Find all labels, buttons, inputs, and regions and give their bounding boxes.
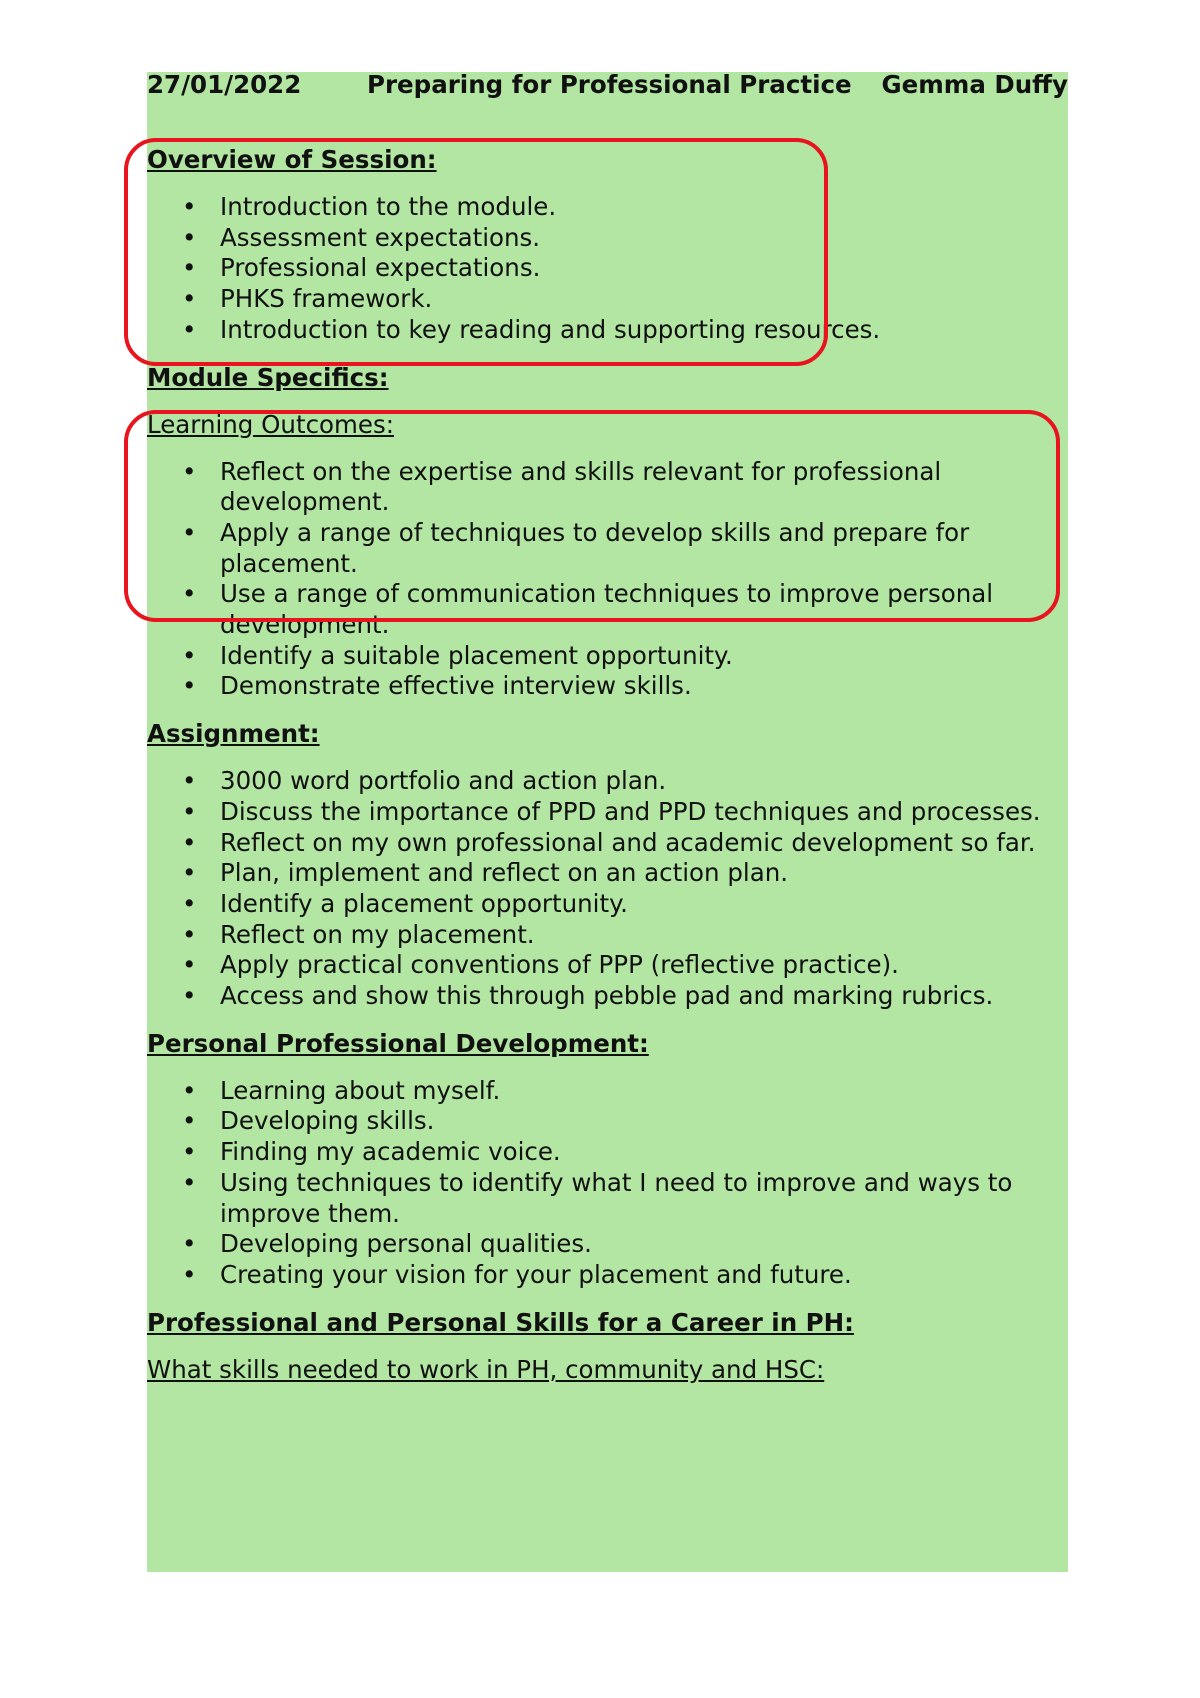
list-item: • Assessment expectations. <box>147 223 1068 254</box>
list-item: • Discuss the importance of PPD and PPD techniques and processes. <box>147 797 1068 828</box>
list-item: • PHKS framework. <box>147 284 1068 315</box>
assignment-list <box>147 766 1068 1012</box>
list-item: • Learning about myself. <box>147 1076 1068 1107</box>
ppd-list <box>147 1076 1068 1291</box>
list-item: • Apply practical conventions of PPP (reflective practice). <box>147 950 1068 981</box>
list-item: • Identify a suitable placement opportunity. <box>147 641 1068 672</box>
list-item: • Developing personal qualities. <box>147 1229 1068 1260</box>
header-date: 27/01/2022 <box>147 70 302 99</box>
list-item: • Using techniques to identify what I need to improve and ways to improve them. <box>147 1168 1068 1229</box>
assignment-heading: Assignment: <box>147 719 320 749</box>
list-item: • Reflect on my own professional and academic development so far. <box>147 828 1068 859</box>
ppd-heading: Personal Professional Development: <box>147 1028 649 1058</box>
list-item: • Identify a placement opportunity. <box>147 889 1068 920</box>
list-item: • Introduction to key reading and supporting resources. <box>147 315 1068 346</box>
list-item: • Demonstrate effective interview skills. <box>147 671 1068 702</box>
overview-highlight-annotation <box>124 138 828 366</box>
list-item: • 3000 word portfolio and action plan. <box>147 766 1068 797</box>
learning-outcomes-subheading: Learning Outcomes: <box>147 409 394 439</box>
list-item: • Professional expectations. <box>147 253 1068 284</box>
list-item: • Access and show this through pebble pad and marking rubrics. <box>147 981 1068 1012</box>
list-item: • Introduction to the module. <box>147 192 1068 223</box>
header-author: Gemma Duffy <box>881 70 1068 99</box>
list-item: • Use a range of communication techniques to improve personal development. <box>147 579 1068 640</box>
list-item: • Creating your vision for your placement and future. <box>147 1260 1068 1291</box>
learning-outcomes-highlight-annotation <box>124 410 1060 622</box>
career-skills-subheading: What skills needed to work in PH, community and HSC: <box>147 1354 825 1384</box>
list-item: • Reflect on my placement. <box>147 920 1068 951</box>
list-item: • Developing skills. <box>147 1106 1068 1137</box>
list-item: • Plan, implement and reflect on an action plan. <box>147 858 1068 889</box>
career-skills-heading: Professional and Personal Skills for a Career in PH: <box>147 1307 854 1337</box>
list-item: • Reflect on the expertise and skills relevant for professional development. <box>147 457 1068 518</box>
overview-heading: Overview of Session: <box>147 145 437 174</box>
header-title: Preparing for Professional Practice <box>367 70 852 99</box>
list-item: • Apply a range of techniques to develop skills and prepare for placement. <box>147 518 1068 579</box>
module-specifics-heading: Module Specifics: <box>147 362 389 392</box>
list-item: • Finding my academic voice. <box>147 1137 1068 1168</box>
